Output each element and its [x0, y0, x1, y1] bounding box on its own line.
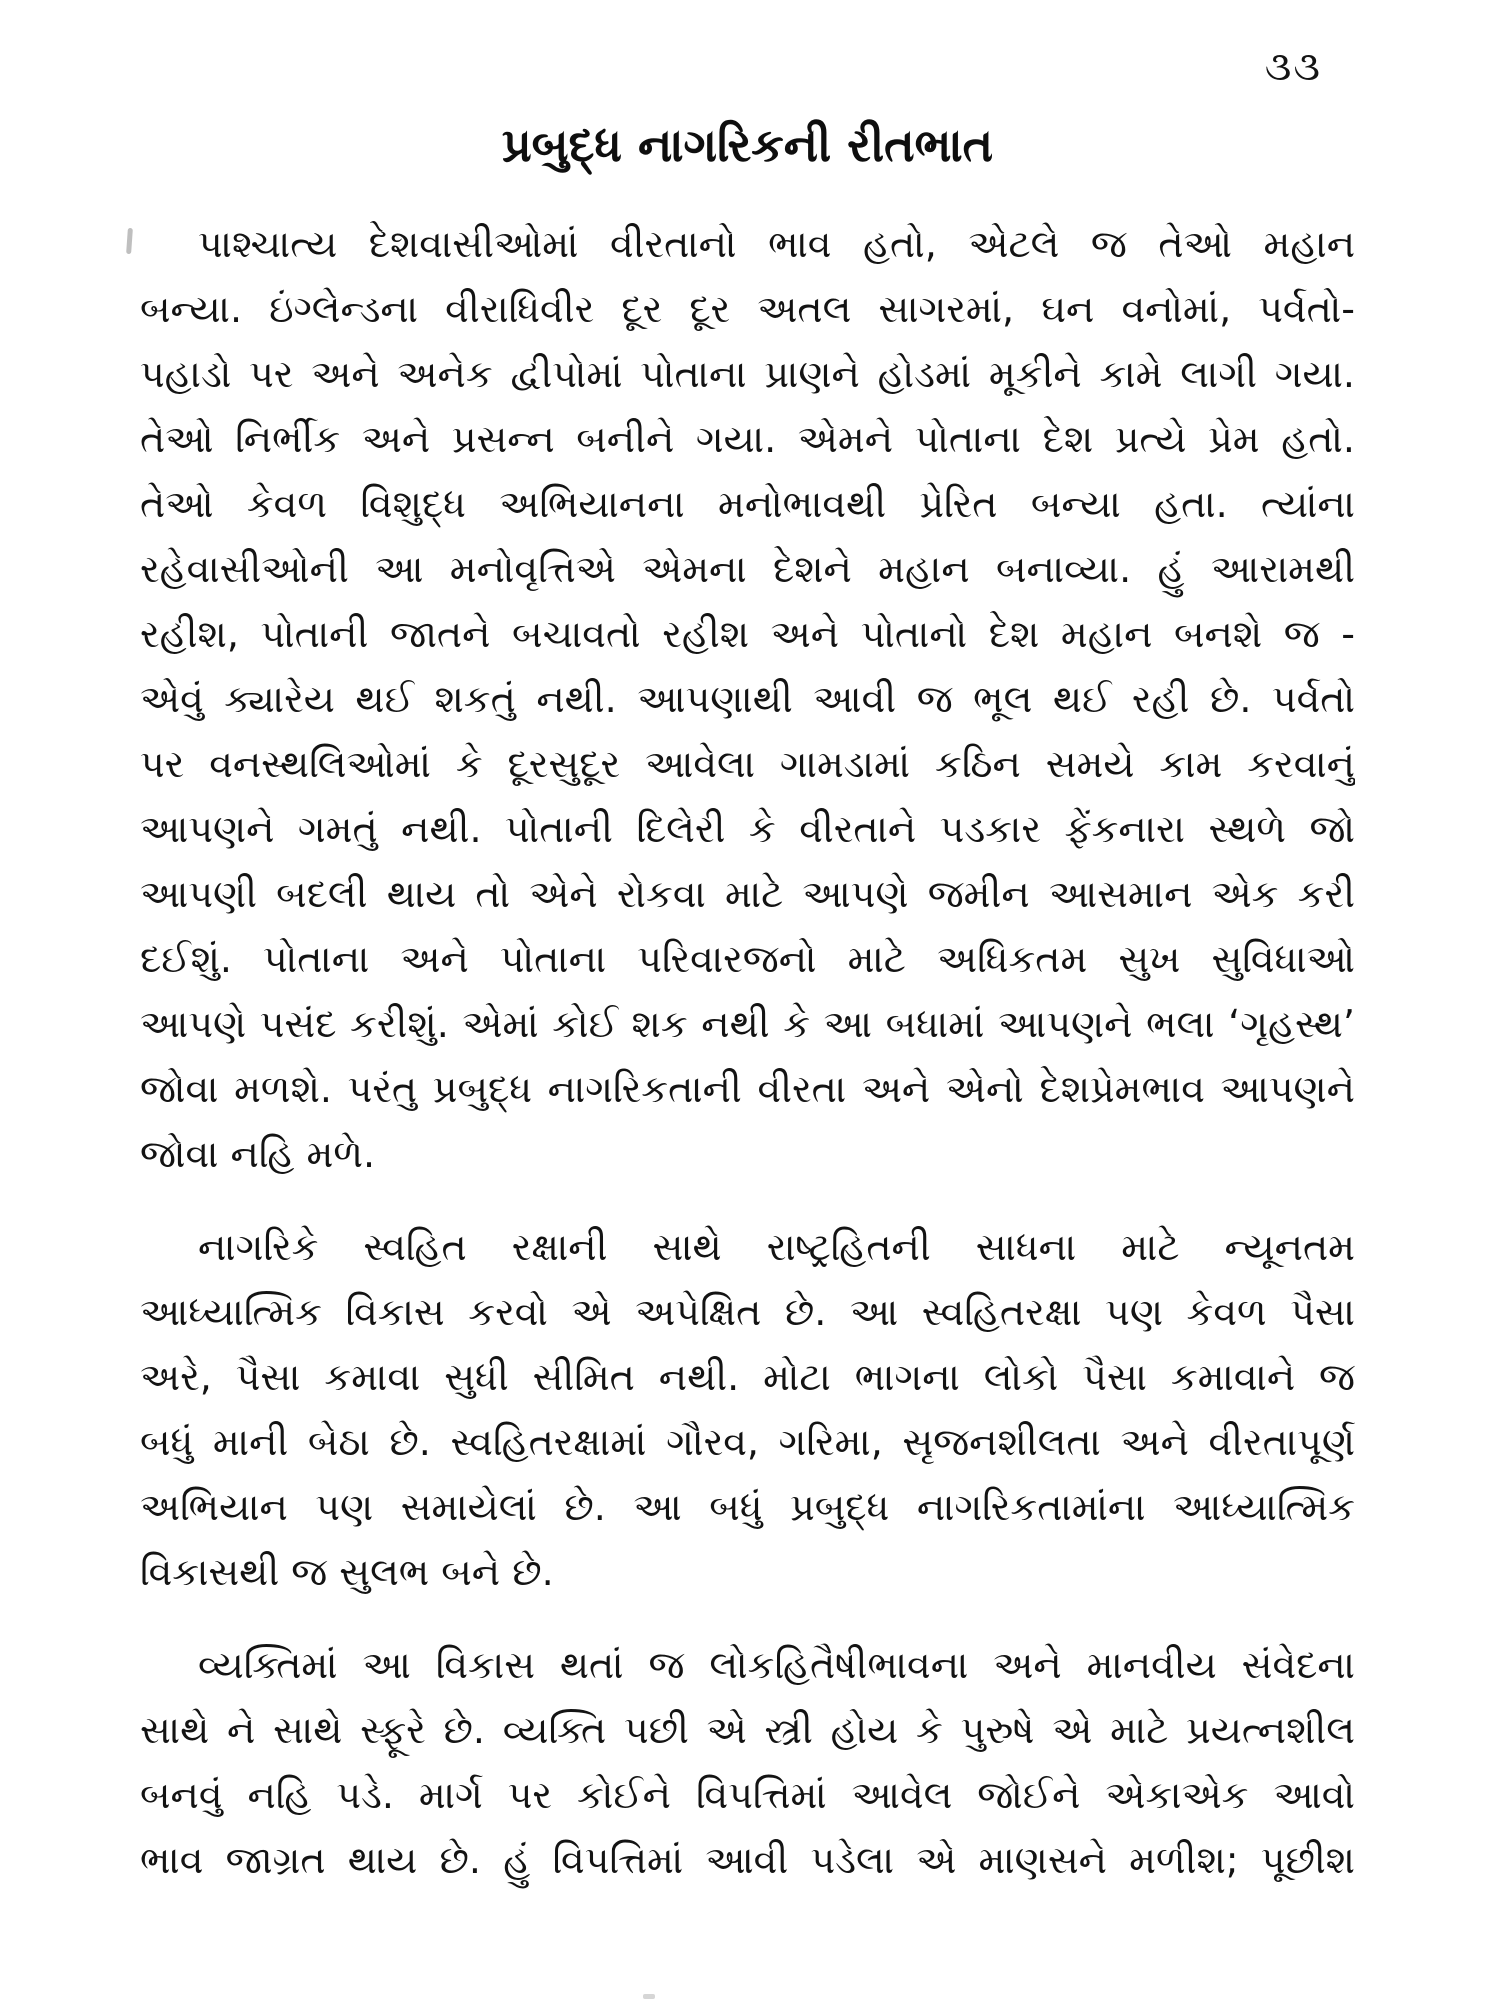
text-line: સાથે ને સાથે સ્ફૂરે છે. વ્યક્તિ પછી એ સ્ત્રી હોય કે પુરુષે એ માટે પ્રયત્નશીલ — [140, 1708, 1355, 1752]
text-line: બન્યા. ઇંગ્લેન્ડના વીરાધિવીર દૂર દૂર અતલ સાગરમાં, ઘન વનોમાં, પર્વતો- — [140, 287, 1355, 331]
scan-artifact-bottom-speck — [643, 1994, 655, 1999]
text-line: બધું માની બેઠા છે. સ્વહિતરક્ષામાં ગૌરવ, ગરિમા, સૃજનશીલતા અને વીરતાપૂર્ણ — [140, 1420, 1355, 1464]
text-line: આધ્યાત્મિક વિકાસ કરવો એ અપેક્ષિત છે. આ સ્વહિતરક્ષા પણ કેવળ પૈસા — [140, 1290, 1355, 1334]
paragraph — [140, 1633, 1355, 1893]
text-line: તેઓ કેવળ વિશુદ્ધ અભિયાનના મનોભાવથી પ્રેરિત બન્યા હતા. ત્યાંના — [140, 482, 1355, 526]
text-line: પાશ્ચાત્ય દેશવાસીઓમાં વીરતાનો ભાવ હતો, એટલે જ તેઓ મહાન — [198, 222, 1355, 266]
text-line: પહાડો પર અને અનેક દ્વીપોમાં પોતાના પ્રાણને હોડમાં મૂકીને કામે લાગી ગયા. — [140, 352, 1355, 396]
text-line: આપણને ગમતું નથી. પોતાની દિલેરી કે વીરતાને પડકાર ફેંકનારા સ્થળે જો — [140, 807, 1355, 851]
text-line: આપણી બદલી થાય તો એને રોકવા માટે આપણે જમીન આસમાન એક કરી — [140, 872, 1355, 916]
text-line: બનવું નહિ પડે. માર્ગ પર કોઈને વિપત્તિમાં આવેલ જોઈને એકાએક આવો — [140, 1773, 1355, 1817]
text-line: તેઓ નિર્ભીક અને પ્રસન્ન બનીને ગયા. એમને પોતાના દેશ પ્રત્યે પ્રેમ હતો. — [140, 417, 1355, 461]
document-body — [140, 212, 1355, 1921]
page-number: ૩૩ — [1264, 44, 1322, 90]
text-line: પર વનસ્થલિઓમાં કે દૂરસુદૂર આવેલા ગામડામાં કઠિન સમયે કામ કરવાનું — [140, 742, 1355, 786]
paragraph — [140, 212, 1355, 1187]
text-line: વિકાસથી જ સુલભ બને છે. — [140, 1550, 554, 1594]
paragraph — [140, 1215, 1355, 1605]
text-line: જોવા મળશે. પરંતુ પ્રબુદ્ધ નાગરિકતાની વીરતા અને એનો દેશપ્રેમભાવ આપણને — [140, 1067, 1355, 1111]
page-title: પ્રબુદ્ધ નાગરિકની રીતભાત — [501, 118, 994, 172]
text-line: અભિયાન પણ સમાયેલાં છે. આ બધું પ્રબુદ્ધ નાગરિકતામાંના આધ્યાત્મિક — [140, 1485, 1355, 1529]
text-line: રહીશ, પોતાની જાતને બચાવતો રહીશ અને પોતાનો દેશ મહાન બનશે જ - — [140, 612, 1355, 656]
text-line: ભાવ જાગ્રત થાય છે. હું વિપત્તિમાં આવી પડેલા એ માણસને મળીશ; પૂછીશ — [140, 1838, 1355, 1882]
text-line: નાગરિકે સ્વહિત રક્ષાની સાથે રાષ્ટ્રહિતની સાધના માટે ન્યૂનતમ — [198, 1225, 1355, 1269]
text-line: રહેવાસીઓની આ મનોવૃત્તિએ એમના દેશને મહાન બનાવ્યા. હું આરામથી — [140, 547, 1355, 591]
text-line: જોવા નહિ મળે. — [140, 1132, 376, 1176]
text-line: અરે, પૈસા કમાવા સુધી સીમિત નથી. મોટા ભાગના લોકો પૈસા કમાવાને જ — [140, 1355, 1355, 1399]
text-line: દઈશું. પોતાના અને પોતાના પરિવારજનો માટે અધિકતમ સુખ સુવિધાઓ — [140, 937, 1355, 981]
scan-artifact-margin-tick — [126, 228, 133, 254]
text-line: વ્યક્તિમાં આ વિકાસ થતાં જ લોકહિતૈષીભાવના અને માનવીય સંવેદના — [198, 1643, 1355, 1687]
text-line: એવું ક્યારેય થઈ શકતું નથી. આપણાથી આવી જ ભૂલ થઈ રહી છે. પર્વતો — [140, 677, 1355, 721]
text-line: આપણે પસંદ કરીશું. એમાં કોઈ શક નથી કે આ બધામાં આપણને ભલા ‘ગૃહસ્થ’ — [140, 1002, 1355, 1046]
